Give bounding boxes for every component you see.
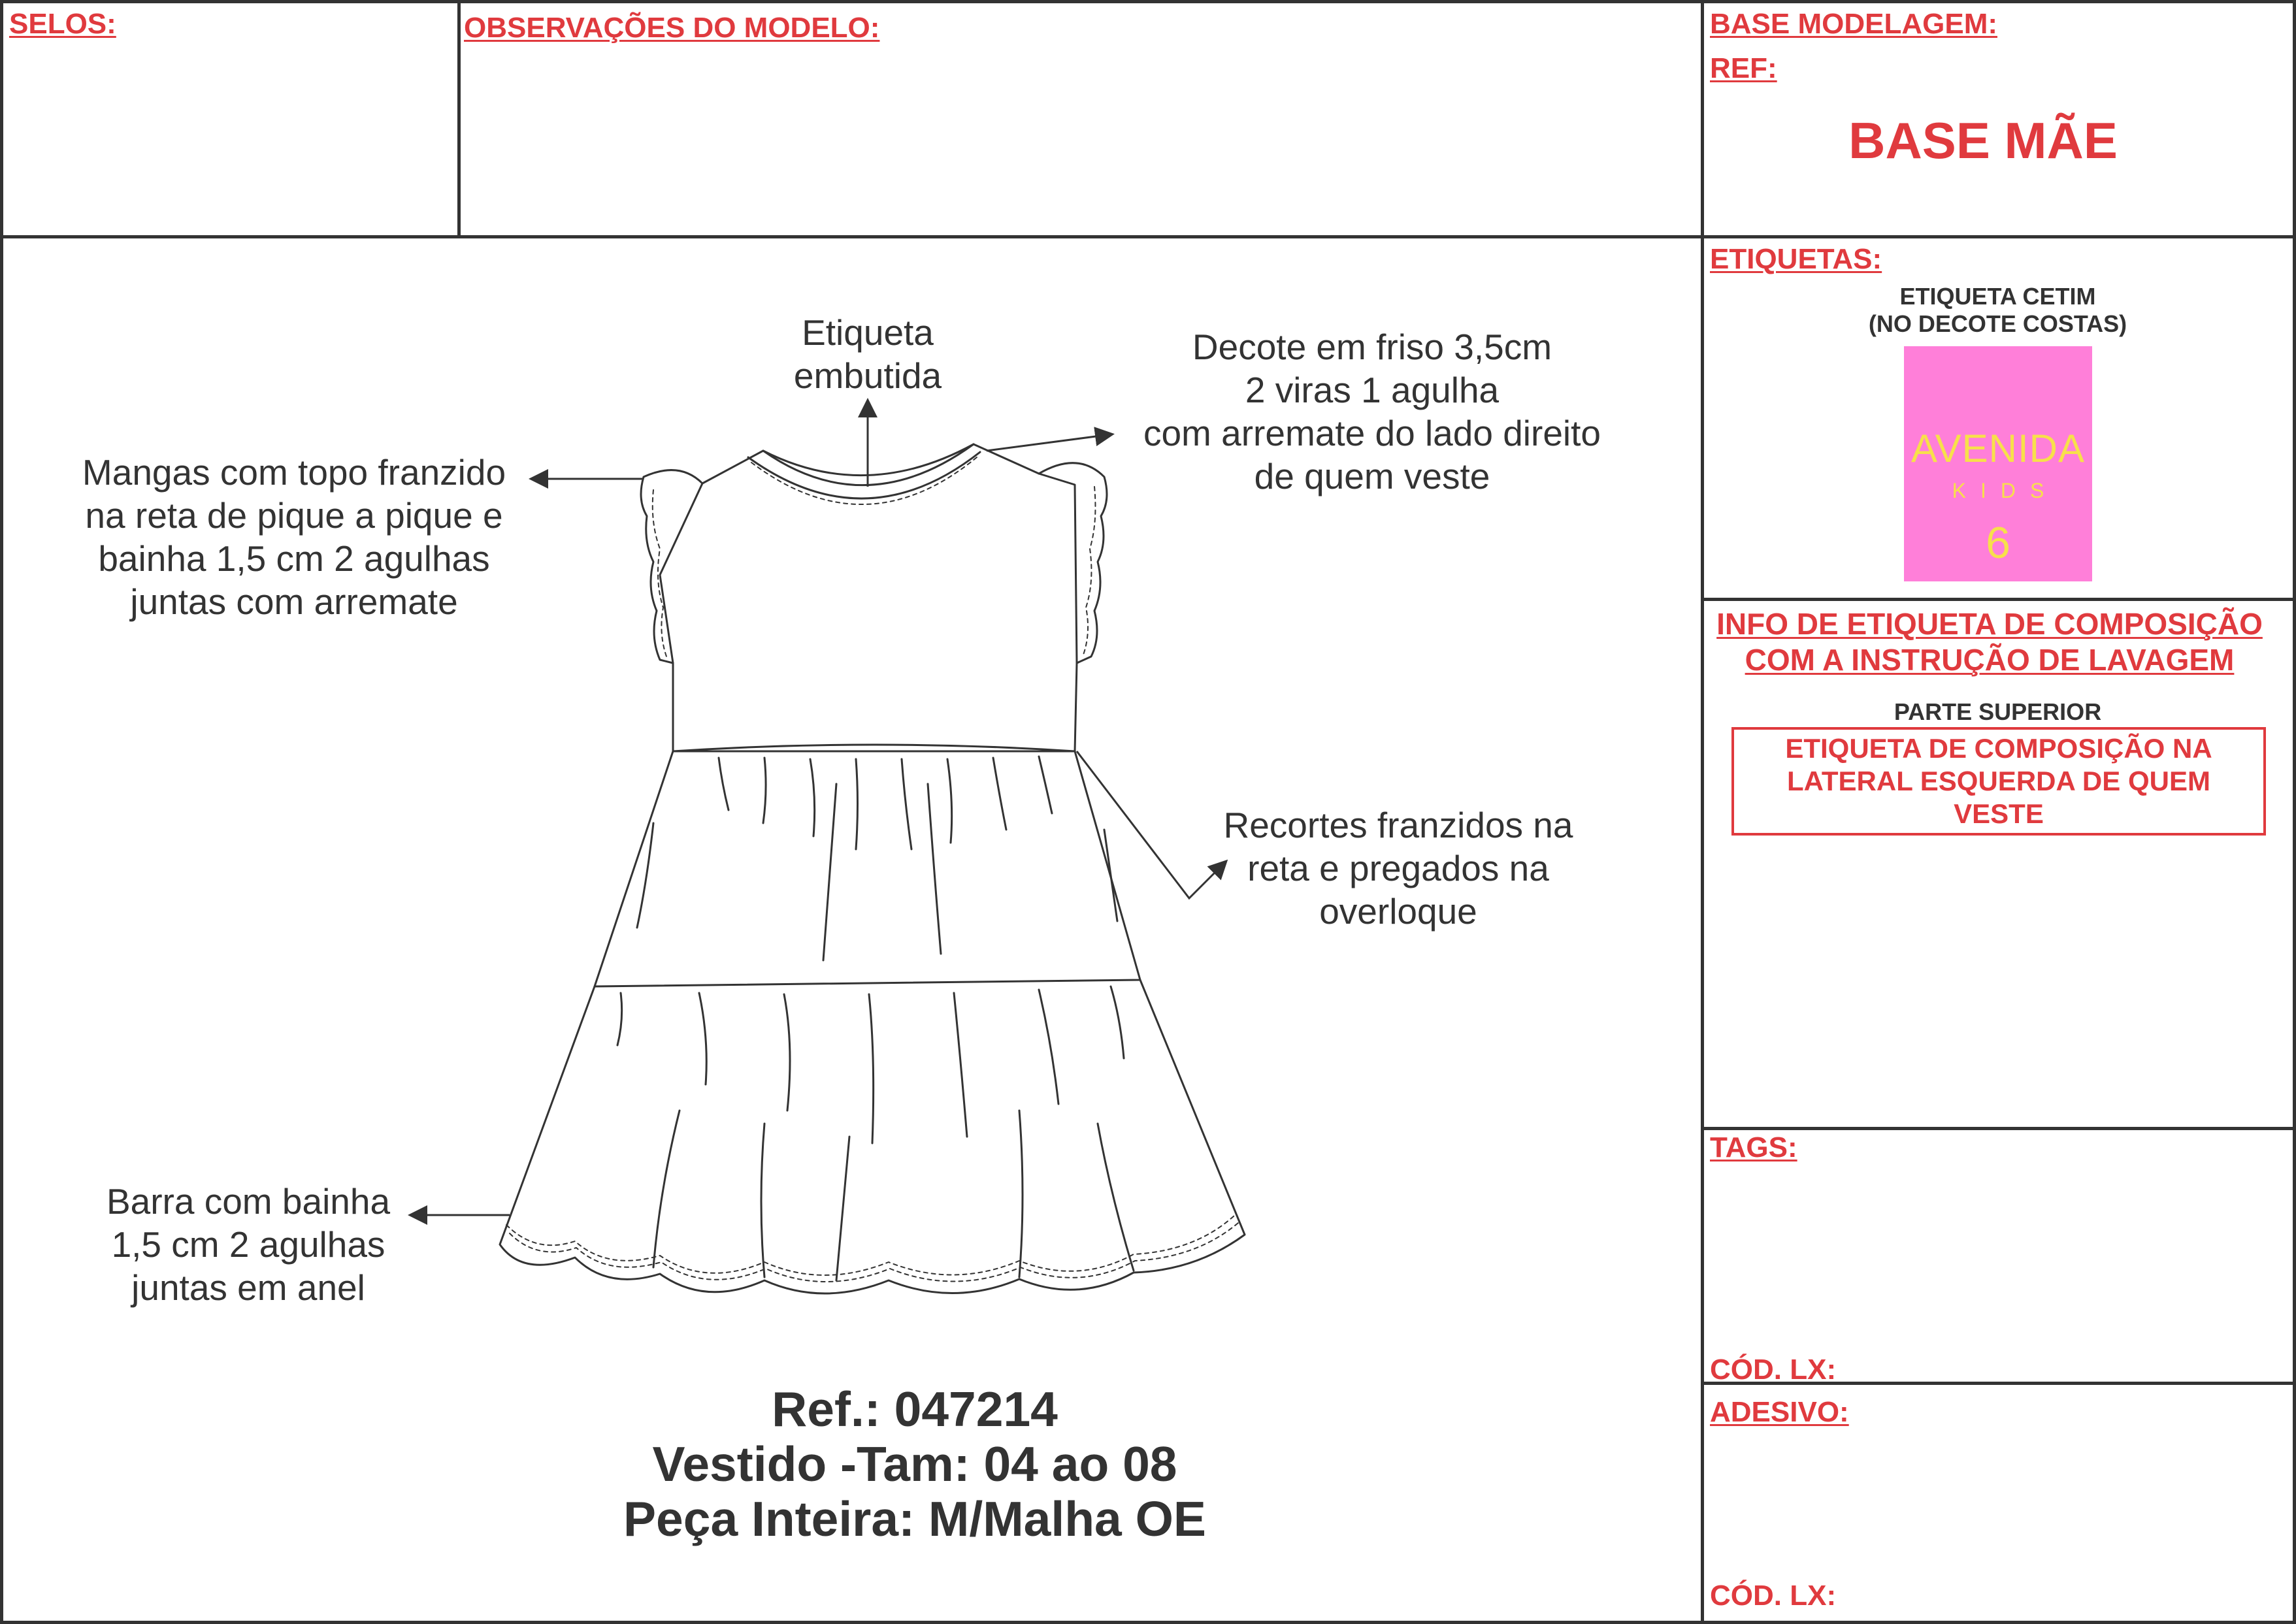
ref-label: REF: [1710, 52, 1777, 84]
note-etiqueta-line1: Etiqueta [802, 312, 934, 353]
note-barra-line2: 1,5 cm 2 agulhas [111, 1224, 385, 1265]
note-etiqueta [730, 311, 1005, 397]
note-decote-line4: de quem veste [1254, 456, 1490, 496]
etiqueta-type-line2: (NO DECOTE COSTAS) [1868, 310, 2127, 337]
note-decote-line1: Decote em friso 3,5cm [1192, 327, 1552, 367]
bodice-outline [660, 444, 1077, 751]
note-mangas-line1: Mangas com topo franzido [82, 452, 506, 493]
etiqueta-type-line1: ETIQUETA CETIM [1899, 283, 2096, 310]
composition-box-line3: VESTE [1954, 798, 2044, 829]
note-recortes-line2: reta e pregados na [1247, 848, 1549, 888]
note-decote-line2: 2 viras 1 agulha [1245, 370, 1500, 410]
note-barra-line3: juntas em anel [131, 1267, 365, 1308]
note-mangas-line2: na reta de pique a pique e [85, 495, 503, 536]
brand-label-name: AVENIDA [1911, 427, 2085, 470]
note-mangas [52, 451, 536, 623]
base-modelagem-label: BASE MODELAGEM: [1710, 8, 1997, 40]
composition-title-line1: INFO DE ETIQUETA DE COMPOSIÇÃO [1716, 607, 2263, 641]
note-decote [1117, 325, 1627, 498]
composition-title-line2: COM A INSTRUÇÃO DE LAVAGEM [1745, 643, 2235, 677]
middle-tier [595, 751, 1140, 986]
etiquetas-label: ETIQUETAS: [1710, 243, 1882, 275]
note-etiqueta-line2: embutida [793, 355, 942, 396]
right-sleeve [1039, 463, 1107, 663]
composition-section: PARTE SUPERIOR [1894, 698, 2102, 725]
note-mangas-line4: juntas com arremate [130, 581, 458, 622]
adesivo-cod-lx-label: CÓD. LX: [1710, 1580, 1837, 1612]
note-recortes-line1: Recortes franzidos na [1223, 805, 1573, 845]
left-sleeve [641, 470, 702, 663]
tags-label: TAGS: [1710, 1131, 1797, 1163]
arrow-decote [987, 434, 1111, 451]
note-recortes [1189, 804, 1607, 933]
product-title [457, 1382, 1372, 1546]
selos-label: SELOS: [9, 8, 116, 40]
note-barra [78, 1180, 418, 1309]
note-barra-line1: Barra com bainha [106, 1181, 391, 1222]
brand-label-sub: KIDS [1952, 479, 2059, 502]
composition-box-line1: ETIQUETA DE COMPOSIÇÃO NA [1785, 733, 2212, 764]
product-material: Peça Inteira: M/Malha OE [623, 1491, 1206, 1546]
adesivo-label: ADESIVO: [1710, 1396, 1849, 1428]
product-ref: Ref.: 047214 [772, 1382, 1058, 1437]
base-name: BASE MÃE [1848, 112, 2118, 169]
tags-cod-lx-label: CÓD. LX: [1710, 1354, 1837, 1386]
note-recortes-line3: overloque [1319, 891, 1477, 932]
note-mangas-line3: bainha 1,5 cm 2 agulhas [98, 538, 490, 579]
note-decote-line3: com arremate do lado direito [1143, 413, 1601, 453]
composition-box-line2: LATERAL ESQUERDA DE QUEM [1787, 766, 2210, 796]
observacoes-label: OBSERVAÇÕES DO MODELO: [464, 12, 880, 44]
product-description: Vestido -Tam: 04 ao 08 [652, 1437, 1177, 1491]
brand-label-size: 6 [1986, 518, 2010, 568]
